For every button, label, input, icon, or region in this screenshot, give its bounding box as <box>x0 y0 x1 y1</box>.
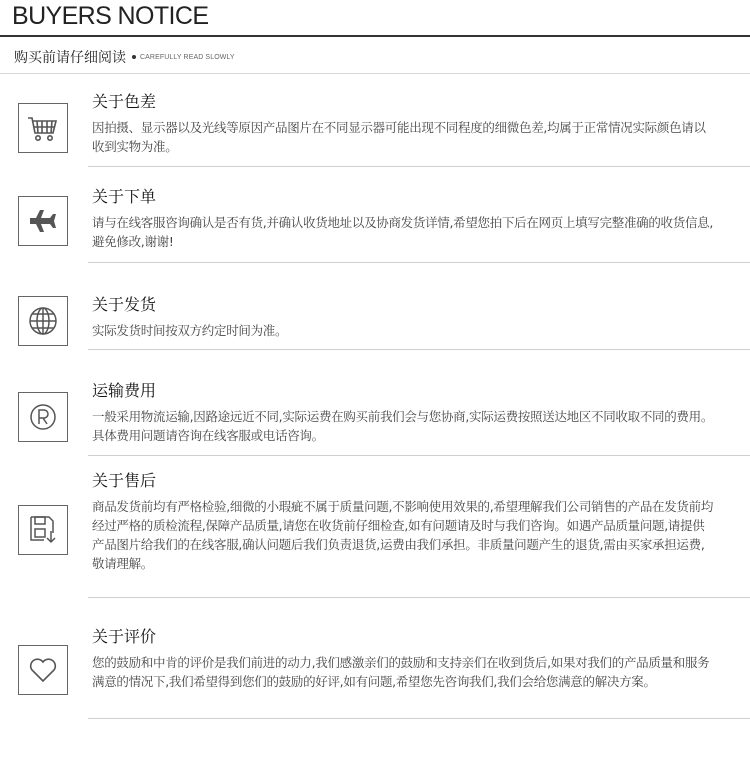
section-title: 关于评价 <box>92 627 157 646</box>
page-title: BUYERS NOTICE <box>12 2 209 30</box>
section-body: 请与在线客服咨询确认是否有货,并确认收货地址以及协商发货详情,希望您拍下后在网页上填写完整准确的收货信息,避免修改,谢谢! <box>92 215 714 249</box>
subtitle-dot <box>132 55 136 59</box>
section-title: 关于下单 <box>92 187 157 206</box>
section-title: 关于色差 <box>92 92 157 111</box>
heart-icon <box>18 645 68 695</box>
section-body: 一般采用物流运输,因路途远近不同,实际运费在购买前我们会与您协商,实际运费按照送达地区不同收取不同的费用。具体费用问题请咨询在线客服或电话咨询。 <box>92 409 714 443</box>
subtitle-divider <box>0 73 750 74</box>
return-save-icon <box>18 505 68 555</box>
section-body: 实际发货时间按双方约定时间为准。 <box>92 323 288 338</box>
subtitle-en: CAREFULLY READ SLOWLY <box>140 54 235 61</box>
section-title: 运输费用 <box>92 381 157 400</box>
globe-icon <box>18 296 68 346</box>
section-body: 商品发货前均有严格检验,细微的小瑕疵不属于质量问题,不影响使用效果的,希望理解我们公司销售的产品在发货前均经过严格的质检流程,保障产品质量,请您在收货前仔细检查,如有问题请及时与我们咨询。如遇产品质量问题,请提供 产品图片给我们的在线客服,确认问题后我们负责退货,运费由我们承担。非质量问题产生的退货,需由买家承担运费,敬请理解。 <box>92 499 714 571</box>
section-title: 关于售后 <box>92 471 157 490</box>
section-body: 因拍摄、显示器以及光线等原因产品图片在不同显示器可能出现不同程度的细微色差,均属于正常情况实际颜色请以收到实物为准。 <box>92 120 706 154</box>
section-divider <box>88 455 750 456</box>
subtitle <box>14 49 235 67</box>
section-divider <box>88 597 750 598</box>
registered-icon <box>18 392 68 442</box>
subtitle-cn: 购买前请仔细阅读 <box>14 50 126 66</box>
airplane-icon <box>18 196 68 246</box>
section-divider <box>88 349 750 350</box>
section-divider <box>88 262 750 263</box>
section-divider <box>88 718 750 719</box>
title-divider <box>0 35 750 37</box>
section-body: 您的鼓励和中肯的评价是我们前进的动力,我们感激亲们的鼓励和支持亲们在收到货后,如果对我们的产品质量和服务满意的情况下,我们希望得到您们的鼓励的好评,如有问题,希望您先咨询我们,我们会给您满意的解决方案。 <box>92 655 710 689</box>
section-divider <box>88 166 750 167</box>
section-title: 关于发货 <box>92 295 157 314</box>
shopping-cart-icon <box>18 103 68 153</box>
